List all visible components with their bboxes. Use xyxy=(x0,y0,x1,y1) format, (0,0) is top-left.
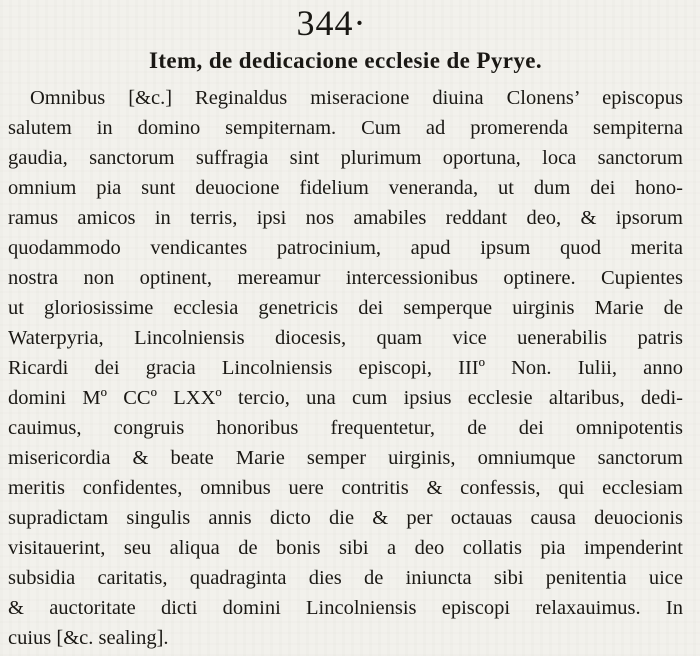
body-line: Ricardi dei gracia Lincolniensis episcopi, IIIº Non. Iulii, anno xyxy=(8,357,683,379)
body-line: subsidia caritatis, quadraginta dies de iniuncta sibi penitentia uice xyxy=(8,567,683,589)
body-line: meritis confidentes, omnibus uere contritis & confessis, qui ecclesiam xyxy=(8,477,683,499)
body-line: Omnibus [&c.] Reginaldus miseracione diuina Clonens’ episcopus xyxy=(30,87,683,109)
body-line: quodammodo vendicantes patrocinium, apud ipsum quod merita xyxy=(8,237,683,259)
body-line: salutem in domino sempiternam. Cum ad promerenda sempiterna xyxy=(8,117,683,139)
body-line: & auctoritate dicti domini Lincolniensis episcopi relaxauimus. In xyxy=(8,597,683,619)
body-line: visitauerint, seu aliqua de bonis sibi a deo collatis pia impenderint xyxy=(8,537,683,559)
body-line: cuius [&c. sealing]. xyxy=(8,627,169,649)
body-line: ut gloriosissime ecclesia genetricis dei semperque uirginis Marie de xyxy=(8,297,683,319)
body-line: omnium pia sunt deuocione fidelium veneranda, ut dum dei hono- xyxy=(8,177,683,199)
body-line: domini Mº CCº LXXº tercio, una cum ipsius ecclesie altaribus, dedi- xyxy=(8,387,683,409)
body-line: supradictam singulis annis dicto die & per octauas causa deuocionis xyxy=(8,507,683,529)
body-line: Waterpyria, Lincolniensis diocesis, quam vice uenerabilis patris xyxy=(8,327,683,349)
body-line: gaudia, sanctorum suffragia sint plurimum oportuna, loca sanctorum xyxy=(8,147,683,169)
entry-body xyxy=(8,83,683,653)
entry-heading: Item, de dedicacione ecclesie de Pyrye. xyxy=(148,48,543,73)
body-line: misericordia & beate Marie semper uirginis, omniumque sanctorum xyxy=(8,447,683,469)
body-line: cauimus, congruis honoribus frequentetur, de dei omnipotentis xyxy=(8,417,683,439)
body-line: ramus amicos in terris, ipsi nos amabiles reddant deo, & ipsorum xyxy=(8,207,683,229)
page-number: 344· xyxy=(296,3,367,43)
body-line: nostra non optinent, mereamur intercessionibus optinere. Cupientes xyxy=(8,267,683,289)
